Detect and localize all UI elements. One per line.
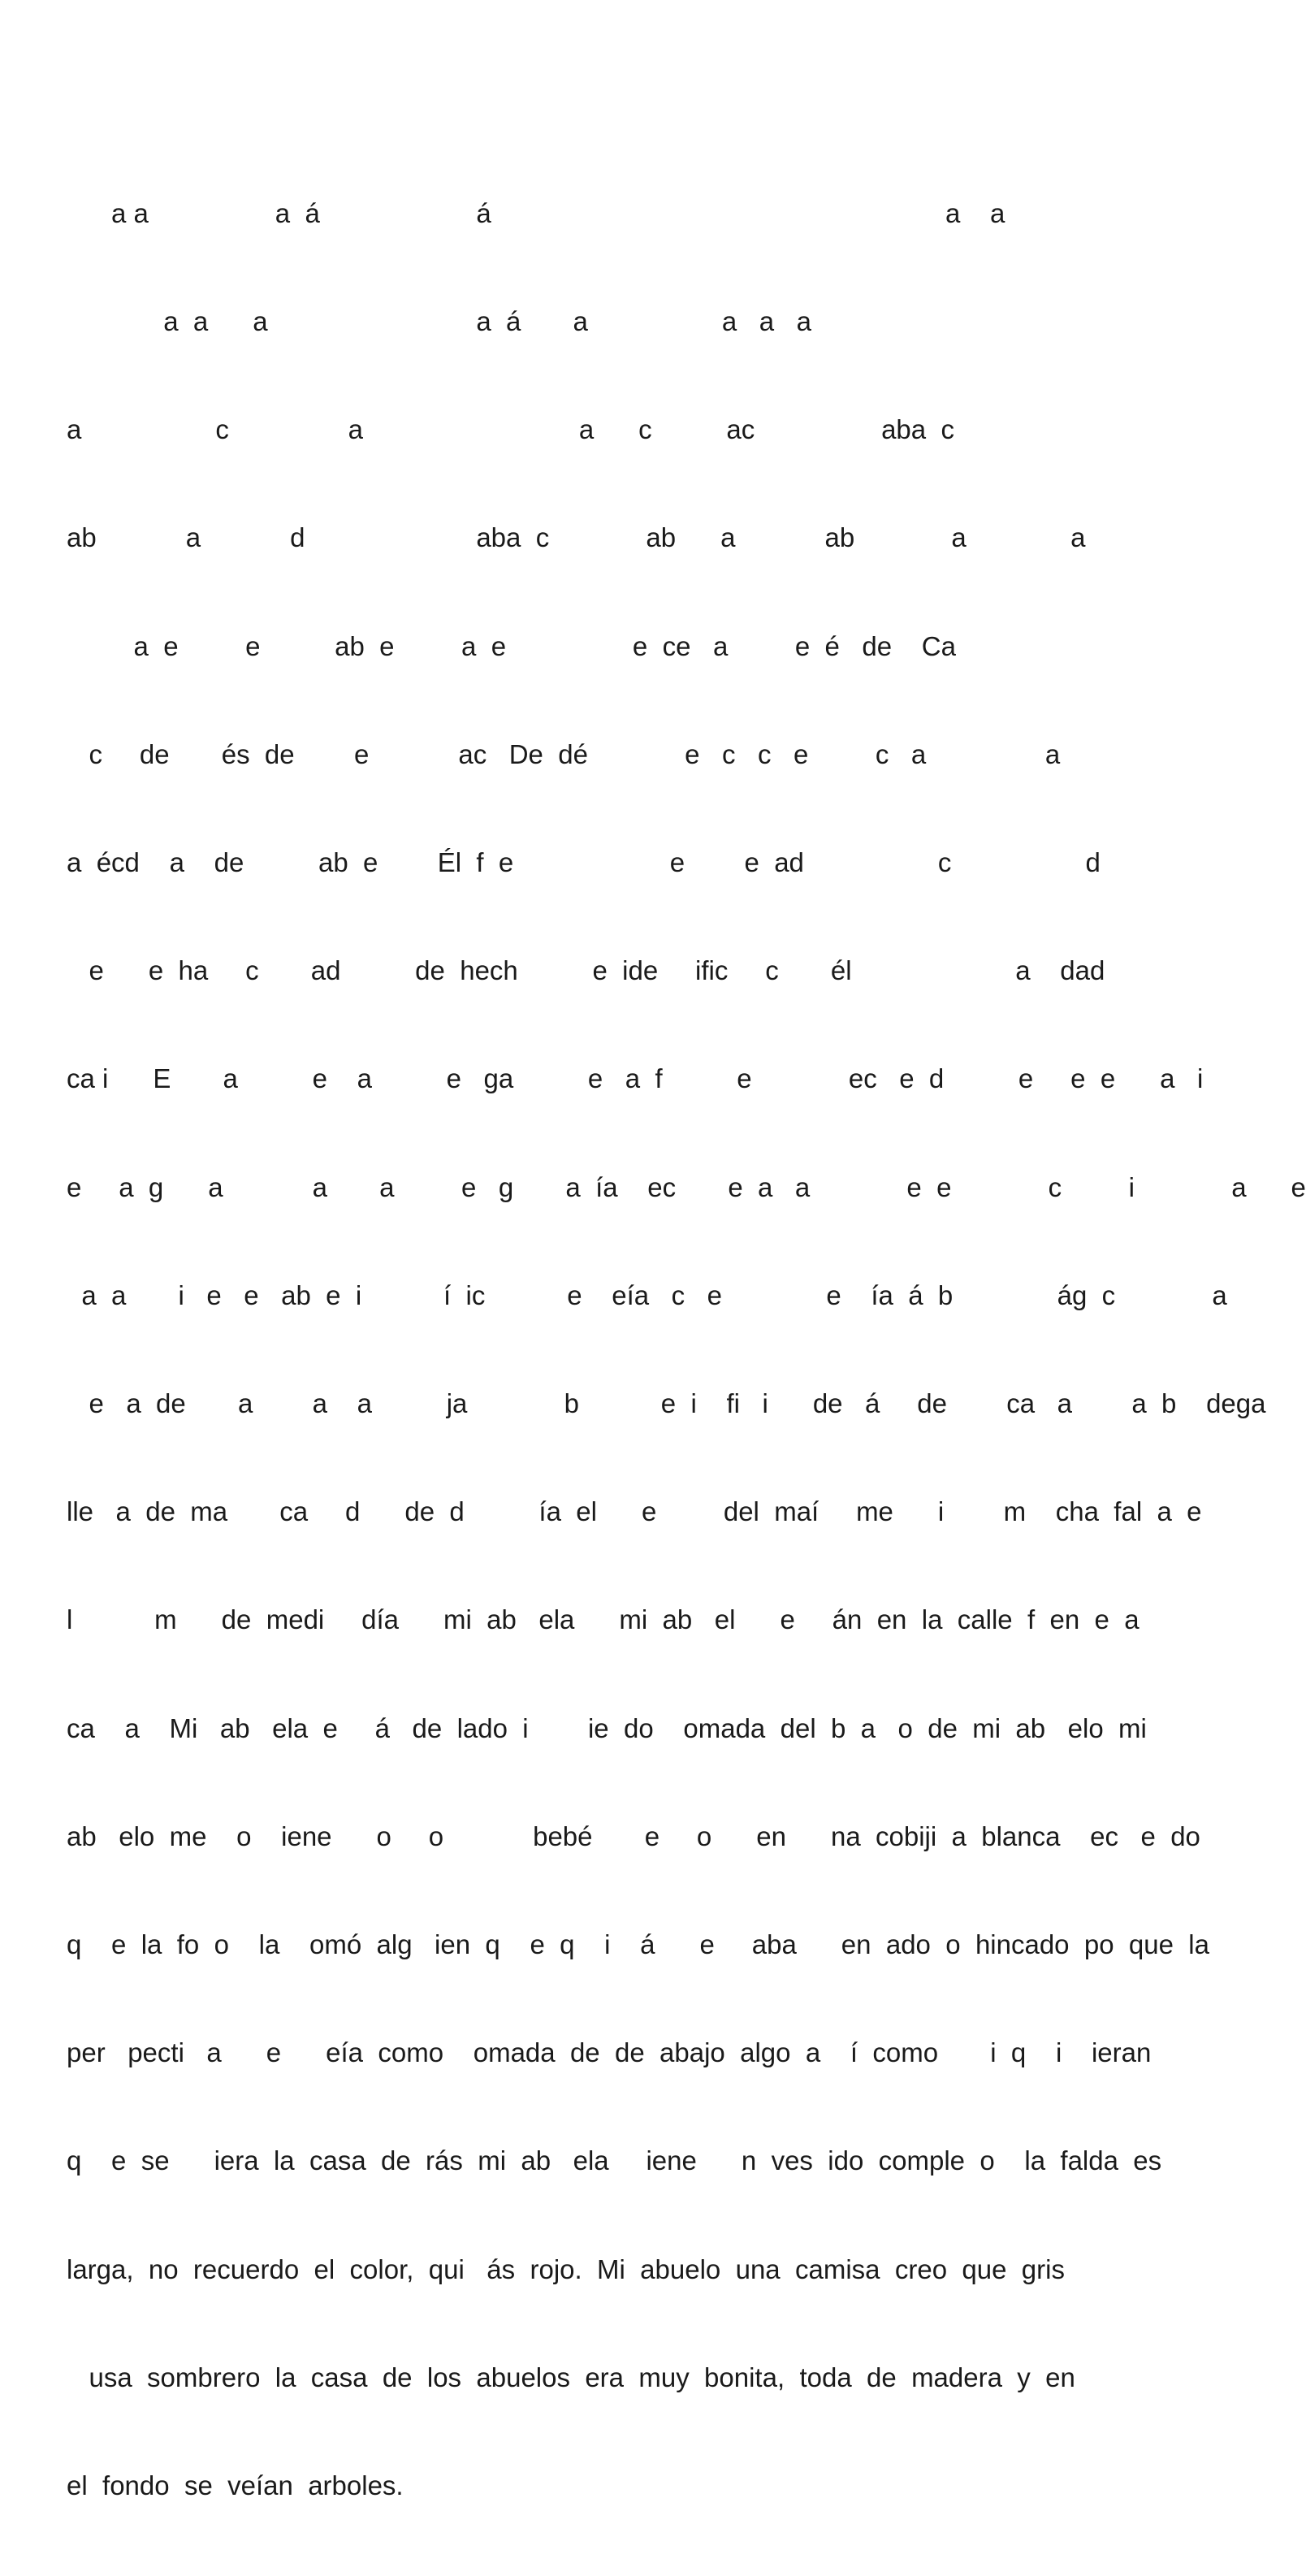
text-line: ca i E a e a e ga e a f e ec e d e e e a i xyxy=(67,1063,1204,1094)
text-line: a écd a de ab e Él f e e e ad c d xyxy=(67,847,1101,878)
text-line: el fondo se veían arboles. xyxy=(67,2470,404,2501)
text-line: a e e ab e a e e ce a e é de Ca xyxy=(67,630,956,661)
text-line: per pecti a e eía como omada de de abajo algo a í como i q i ieran xyxy=(67,2037,1152,2068)
text-line: e e ha c ad de hech e ide ific c él a dad xyxy=(67,955,1105,986)
text-line: l m de medi día mi ab ela mi ab el e án en la calle f en e a xyxy=(67,1604,1140,1635)
text-line: c de és de e ac De dé e c c e c a a xyxy=(67,738,1061,769)
text-line: lle a de ma ca d de d ía el e del maí me i m cha fal a e xyxy=(67,1496,1202,1527)
text-line: a a a á á a a xyxy=(67,197,1005,228)
text-line: e a de a a a ja b e i fi i de á de ca a a b dega xyxy=(67,1388,1266,1419)
text-line: ab elo me o iene o o bebé e o en na cobiji a blanca ec e do xyxy=(67,1821,1200,1851)
text-line: usa sombrero la casa de los abuelos era muy bonita, toda de madera y en xyxy=(67,2362,1075,2392)
text-line: a a a a á a a a a xyxy=(67,306,811,337)
text-line: a a i e e ab e i í ic e eía c e e ía á b ág c a xyxy=(67,1279,1227,1310)
text-line: e a g a a a e g a ía ec e a a e e c i a e xyxy=(67,1171,1306,1202)
text-line: q e la fo o la omó alg ien q e q i á e aba en ado o hincado po que la xyxy=(67,1929,1209,1960)
text-line: ca a Mi ab ela e á de lado i ie do omada del b a o de mi ab elo mi xyxy=(67,1712,1147,1743)
partially-erased-paragraph xyxy=(67,123,1306,2576)
text-line: q e se iera la casa de rás mi ab ela iene n ves ido comple o la falda es xyxy=(67,2145,1162,2176)
text-line: a c a a c ac aba c xyxy=(67,414,954,445)
text-line: larga, no recuerdo el color, qui ás rojo. Mi abuelo una camisa creo que gris xyxy=(67,2253,1065,2284)
text-line: ab a d aba c ab a ab a a xyxy=(67,522,1086,553)
